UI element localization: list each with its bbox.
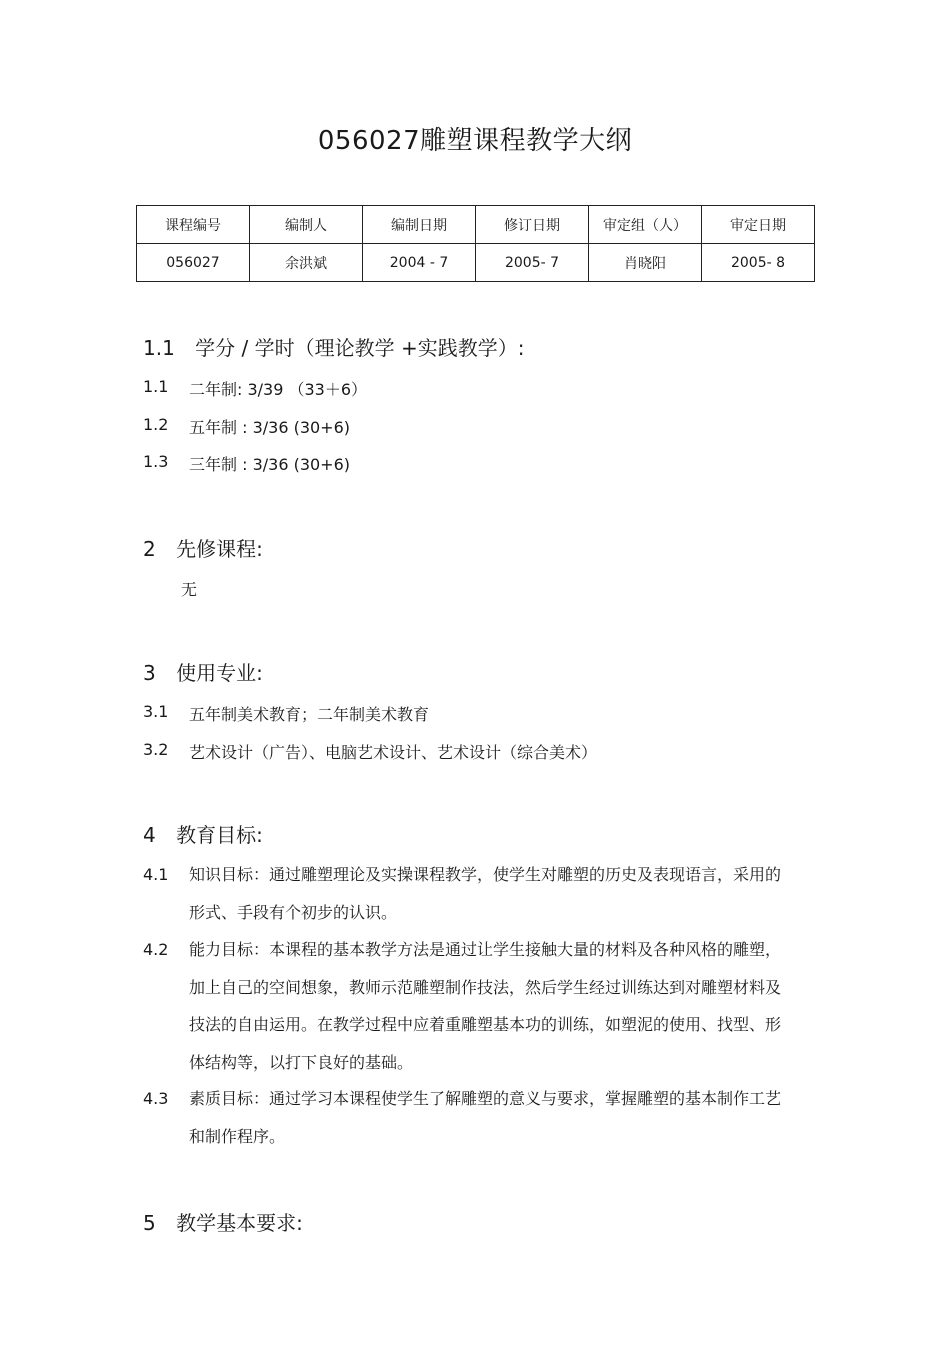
table-header-cell: 编制日期 (363, 206, 476, 244)
section-heading (143, 332, 524, 361)
section-title: 学分 / 学时（理论教学 +实践教学）: (195, 336, 525, 360)
item-number: 1.3 (143, 452, 169, 471)
table-header-cell: 课程编号 (137, 206, 250, 244)
item-text: 五年制美术教育；二年制美术教育 (189, 705, 430, 724)
list-item (143, 1089, 783, 1155)
item-number: 4.1 (143, 865, 169, 884)
section-number: 4 (143, 823, 156, 847)
document-title: 056027雕塑课程教学大纲 (317, 126, 633, 156)
item-number: 4.3 (143, 1089, 169, 1108)
table-cell: 2004 - 7 (363, 244, 476, 282)
table-cell: 余洪斌 (250, 244, 363, 282)
section-heading (143, 657, 263, 686)
section-heading (143, 819, 263, 848)
item-number: 3.1 (143, 702, 169, 721)
section-body: 无 (181, 580, 198, 599)
item-number: 1.2 (143, 415, 169, 434)
item-text: 五年制 : 3/36 (30+6) (189, 418, 351, 437)
section-title: 先修课程: (176, 537, 263, 561)
table-cell: 2005- 7 (476, 244, 589, 282)
table-row (137, 244, 815, 282)
table-cell: 2005- 8 (702, 244, 815, 282)
item-number: 4.2 (143, 940, 169, 959)
table-header-cell: 修订日期 (476, 206, 589, 244)
item-number: 3.2 (143, 740, 169, 759)
list-item (143, 865, 783, 931)
item-text: 三年制 : 3/36 (30+6) (189, 455, 351, 474)
section-title: 使用专业: (176, 661, 263, 685)
item-text: 素质目标：通过学习本课程使学生了解雕塑的意义与要求，掌握雕塑的基本制作工艺和制作程序。 (189, 1089, 782, 1146)
section-title: 教学基本要求: (176, 1211, 303, 1235)
table-header-cell: 编制人 (250, 206, 363, 244)
item-text: 能力目标：本课程的基本教学方法是通过让学生接触大量的材料及各种风格的雕塑，加上自己的空间想象，教师示范雕塑制作技法，然后学生经过训练达到对雕塑材料及技法的自由运用。在教学过程中应着重雕塑基本功的训练，如塑泥的使用、找型、形体结构等，以打下良好的基础。 (189, 940, 782, 1072)
section-title: 教育目标: (176, 823, 263, 847)
section-number: 5 (143, 1211, 156, 1235)
section-number: 2 (143, 537, 156, 561)
item-number: 1.1 (143, 377, 169, 396)
table-header-row (137, 206, 815, 244)
item-text: 二年制: 3/39 （33＋6） (189, 380, 368, 399)
list-item (143, 940, 783, 1081)
table-header-cell: 审定组（人） (589, 206, 702, 244)
section-number: 3 (143, 661, 156, 685)
section-heading (143, 533, 263, 562)
table-header-cell: 审定日期 (702, 206, 815, 244)
section-number: 1.1 (143, 336, 175, 360)
item-text: 知识目标：通过雕塑理论及实操课程教学，使学生对雕塑的历史及表现语言，采用的形式、手段有个初步的认识。 (189, 865, 782, 922)
course-info-table (136, 205, 815, 282)
item-text: 艺术设计（广告）、电脑艺术设计、艺术设计（综合美术） (189, 743, 598, 762)
table-cell: 肖晓阳 (589, 244, 702, 282)
table-cell: 056027 (137, 244, 250, 282)
section-heading (143, 1207, 303, 1236)
